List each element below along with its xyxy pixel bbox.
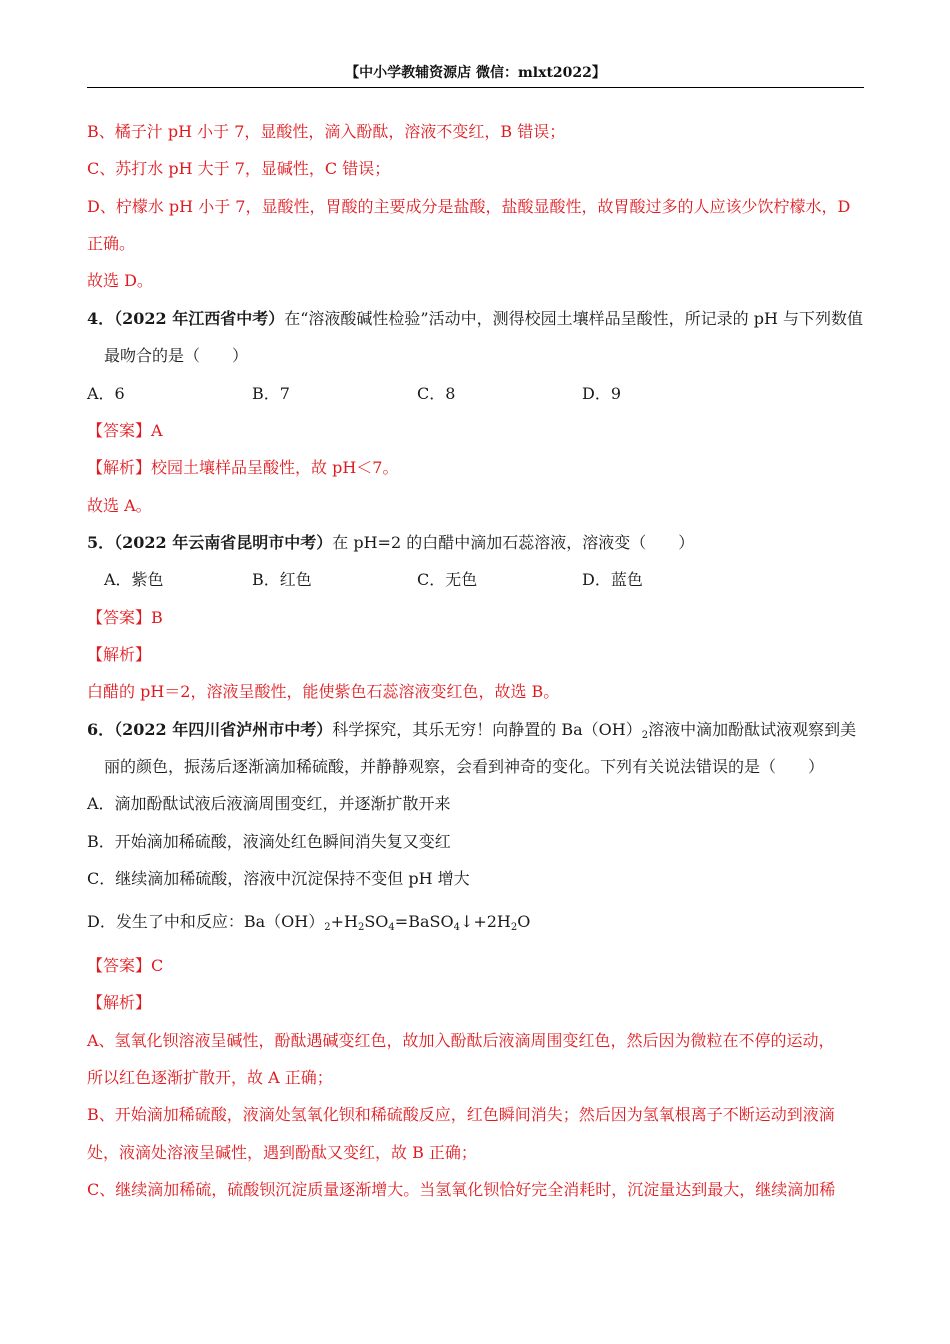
- eq-sub: 2: [510, 922, 518, 933]
- question-5-stem: [87, 533, 865, 553]
- subscript: 2: [641, 730, 649, 741]
- analysis-line: B、开始滴加稀硫酸，液滴处氢氧化钡和稀硫酸反应，红色瞬间消失；然后因为氢氧根离子不断运动到液滴: [87, 1105, 835, 1124]
- question-number: 5．: [87, 533, 115, 552]
- analysis-line: A、氢氧化钡溶液呈碱性，酚酞遇碱变红色，故加入酚酞后液滴周围变红色，然后因为微粒在不停的运动，: [87, 1031, 835, 1050]
- page-header: 【中小学教辅资源店 微信：mlxt2022】: [345, 65, 606, 81]
- analysis-label: 【解析】: [87, 645, 152, 664]
- answer-value: B: [151, 608, 163, 627]
- analysis-line: [87, 458, 865, 478]
- option-b: B．开始滴加稀硫酸，液滴处红色瞬间消失复又变红: [87, 832, 451, 851]
- answer-line: [87, 608, 865, 628]
- eq-sub: 4: [388, 922, 395, 933]
- analysis-text: 白醋的 pH＝2，溶液呈酸性，能使紫色石蕊溶液变红色，故选 B。: [87, 682, 560, 701]
- option-a: A．滴加酚酞试液后液滴周围变红，并逐渐扩散开来: [87, 794, 451, 813]
- analysis-conclusion: 故选 A。: [87, 496, 152, 515]
- option-c: C．继续滴加稀硫酸，溶液中沉淀保持不变但 pH 增大: [87, 869, 470, 888]
- answer-label: 【答案】: [87, 421, 152, 440]
- analysis-line: 处，液滴处溶液呈碱性，遇到酚酞又变红，故 B 正确；: [87, 1143, 477, 1162]
- analysis-line: 所以红色逐渐扩散开，故 A 正确；: [87, 1068, 333, 1087]
- header-divider: [87, 87, 864, 88]
- option-a: A．紫色: [104, 570, 164, 589]
- question-source: （2022 年云南省昆明市中考）: [114, 533, 333, 552]
- question-text: 在“溶液酸碱性检验”活动中，测得校园土壤样品呈酸性，所记录的 pH 与下列数值: [284, 309, 863, 328]
- analysis-line: B、橘子汁 pH 小于 7，显酸性，滴入酚酞，溶液不变红，B 错误；: [87, 122, 566, 141]
- eq-sub: 2: [324, 922, 331, 933]
- question-number: 4．: [87, 309, 115, 328]
- analysis-label: 【解析】: [87, 993, 152, 1012]
- question-6-stem: [87, 720, 865, 740]
- option-b: B．7: [252, 384, 290, 403]
- question-source: （2022 年四川省泸州市中考）: [114, 720, 333, 739]
- option-d-prefix: D．发生了中和反应：: [87, 912, 244, 931]
- eq-part: =BaSO: [394, 912, 454, 931]
- option-a: A．6: [87, 384, 125, 403]
- option-b: B．红色: [252, 570, 312, 589]
- question-4-stem: [87, 309, 865, 329]
- eq-part: SO: [364, 912, 389, 931]
- analysis-line: C、继续滴加稀硫，硫酸钡沉淀质量逐渐增大。当氢氧化钡恰好完全消耗时，沉淀量达到最大，继续滴加稀: [87, 1180, 836, 1199]
- analysis-text: 校园土壤样品呈酸性，故 pH＜7。: [151, 458, 399, 477]
- question-6-stem-cont: 丽的颜色，振荡后逐渐滴加稀硫酸，并静静观察，会看到神奇的变化。下列有关说法错误的是（ ）: [104, 757, 825, 776]
- answer-value: A: [151, 421, 163, 440]
- chemical-equation: [244, 912, 531, 931]
- answer-label: 【答案】: [87, 956, 152, 975]
- analysis-line: 正确。: [87, 234, 136, 253]
- analysis-line: C、苏打水 pH 大于 7，显碱性，C 错误；: [87, 159, 391, 178]
- answer-line: [87, 956, 865, 976]
- eq-part: Ba（OH）: [243, 912, 325, 931]
- option-c: C．无色: [417, 570, 478, 589]
- question-text: 科学探究，其乐无穷！向静置的 Ba（OH）: [332, 720, 642, 739]
- question-text: 溶液中滴加酚酞试液观察到美: [648, 720, 857, 739]
- question-text: 在 pH=2 的白醋中滴加石蕊溶液，溶液变（ ）: [332, 533, 695, 552]
- eq-part: O: [517, 912, 531, 931]
- question-number: 6．: [87, 720, 115, 739]
- answer-value: C: [151, 956, 164, 975]
- analysis-label: 【解析】: [87, 458, 152, 477]
- analysis-line: D、柠檬水 pH 小于 7，显酸性，胃酸的主要成分是盐酸，盐酸显酸性，故胃酸过多的人应该少饮柠檬水，D: [87, 197, 851, 216]
- question-source: （2022 年江西省中考）: [114, 309, 285, 328]
- answer-line: [87, 421, 865, 441]
- answer-label: 【答案】: [87, 608, 152, 627]
- eq-sub: 4: [453, 922, 460, 933]
- eq-part: ↓+2H: [459, 912, 511, 931]
- question-4-stem-cont: 最吻合的是（ ）: [104, 346, 249, 365]
- option-d: D．9: [582, 384, 622, 403]
- eq-part: +H: [330, 912, 358, 931]
- option-c: C．8: [417, 384, 456, 403]
- eq-sub: 2: [357, 922, 365, 933]
- option-d: [87, 912, 865, 932]
- analysis-conclusion: 故选 D。: [87, 271, 153, 290]
- option-d: D．蓝色: [582, 570, 643, 589]
